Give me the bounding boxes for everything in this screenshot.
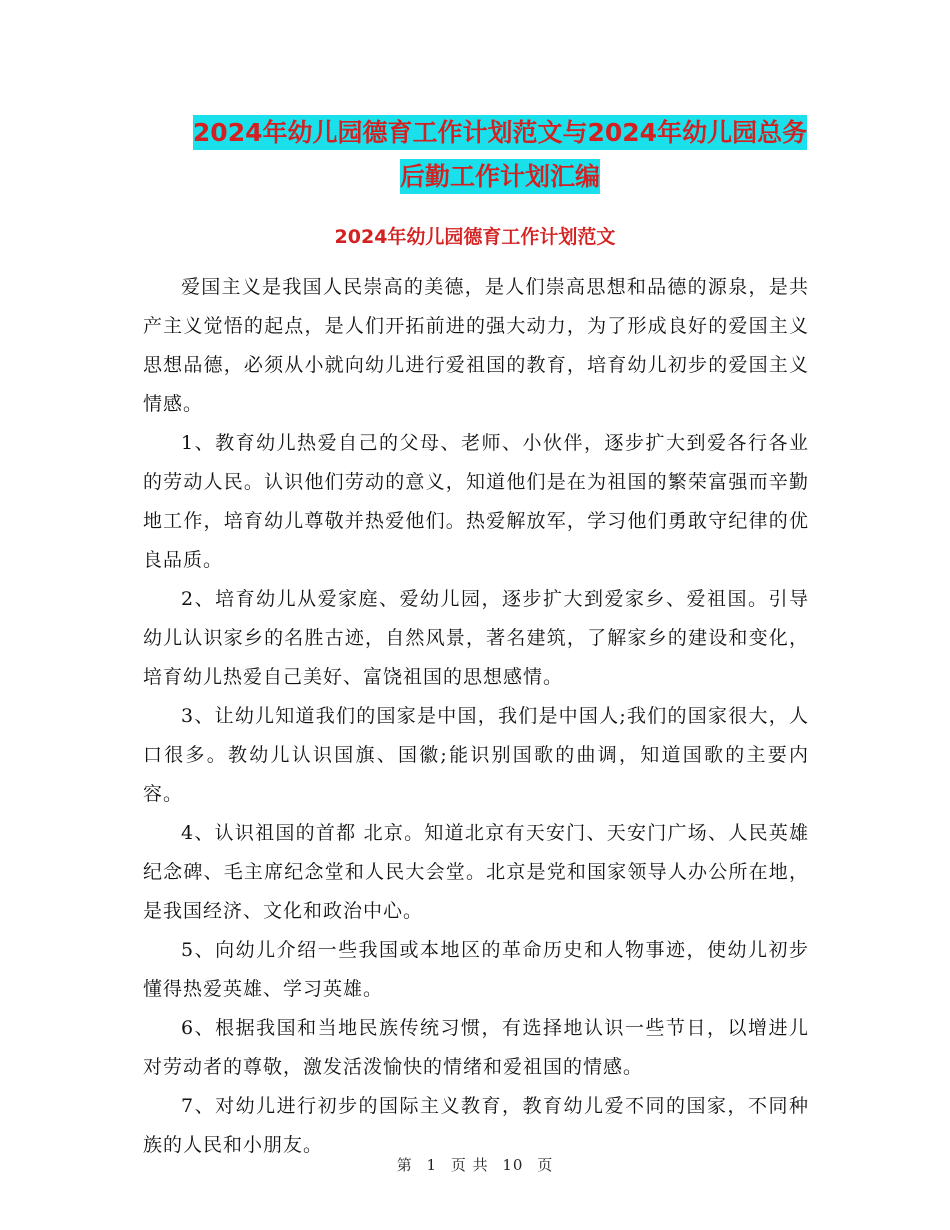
paragraph-item-1: 1、教育幼儿热爱自己的父母、老师、小伙伴，逐步扩大到爱各行各业的劳动人民。认识他们劳动的意义，知道他们是在为祖国的繁荣富强而辛勤地工作，培育幼儿尊敬并热爱他们。热爱解放军，学习他们勇敢守纪律的优良品质。 bbox=[143, 432, 809, 571]
document-title-line-2 bbox=[120, 152, 880, 202]
page-footer bbox=[0, 1154, 950, 1175]
footer-total-pages: 10 bbox=[502, 1156, 524, 1174]
paragraph-item-4: 4、认识祖国的首都 北京。知道北京有天安门、天安门广场、人民英雄纪念碑、毛主席纪念堂和人民大会堂。北京是党和国家领导人办公所在地，是我国经济、文化和政治中心。 bbox=[143, 822, 809, 922]
section-title: 2024年幼儿园德育工作计划范文 bbox=[334, 226, 616, 248]
paragraph-intro: 爱国主义是我国人民崇高的美德，是人们崇高思想和品德的源泉，是共产主义觉悟的起点，是人们开拓前进的强大动力，为了形成良好的爱国主义思想品德，必须从小就向幼儿进行爱祖国的教育，培育幼儿初步的爱国主义情感。 bbox=[143, 276, 809, 415]
paragraph-item-6: 6、根据我国和当地民族传统习惯，有选择地认识一些节日，以增进儿对劳动者的尊敬，激发活泼愉快的情绪和爱祖国的情感。 bbox=[143, 1017, 809, 1078]
document-title-highlight-2: 后勤工作计划汇编 bbox=[400, 159, 600, 194]
document-title-highlight-1: 2024年幼儿园德育工作计划范文与2024年幼儿园总务 bbox=[193, 115, 807, 150]
document-body bbox=[143, 268, 809, 1165]
document-title-line-1 bbox=[120, 108, 880, 158]
paragraph-item-5: 5、向幼儿介绍一些我国或本地区的革命历史和人物事迹，使幼儿初步懂得热爱英雄、学习英雄。 bbox=[143, 939, 809, 1000]
paragraph-item-2: 2、培育幼儿从爱家庭、爱幼儿园，逐步扩大到爱家乡、爱祖国。引导幼儿认识家乡的名胜古迹，自然风景，著名建筑，了解家乡的建设和变化，培育幼儿热爱自己美好、富饶祖国的思想感情。 bbox=[143, 588, 809, 688]
footer-middle: 页 共 bbox=[450, 1156, 489, 1174]
paragraph-item-7: 7、对幼儿进行初步的国际主义教育，教育幼儿爱不同的国家，不同种族的人民和小朋友。 bbox=[143, 1095, 809, 1156]
paragraph-item-3: 3、让幼儿知道我们的国家是中国，我们是中国人;我们的国家很大，人口很多。教幼儿认识国旗、国徽;能识别国歌的曲调，知道国歌的主要内容。 bbox=[143, 705, 809, 805]
footer-prefix: 第 bbox=[396, 1156, 413, 1174]
footer-suffix: 页 bbox=[537, 1156, 554, 1174]
footer-page-number: 1 bbox=[426, 1156, 438, 1174]
